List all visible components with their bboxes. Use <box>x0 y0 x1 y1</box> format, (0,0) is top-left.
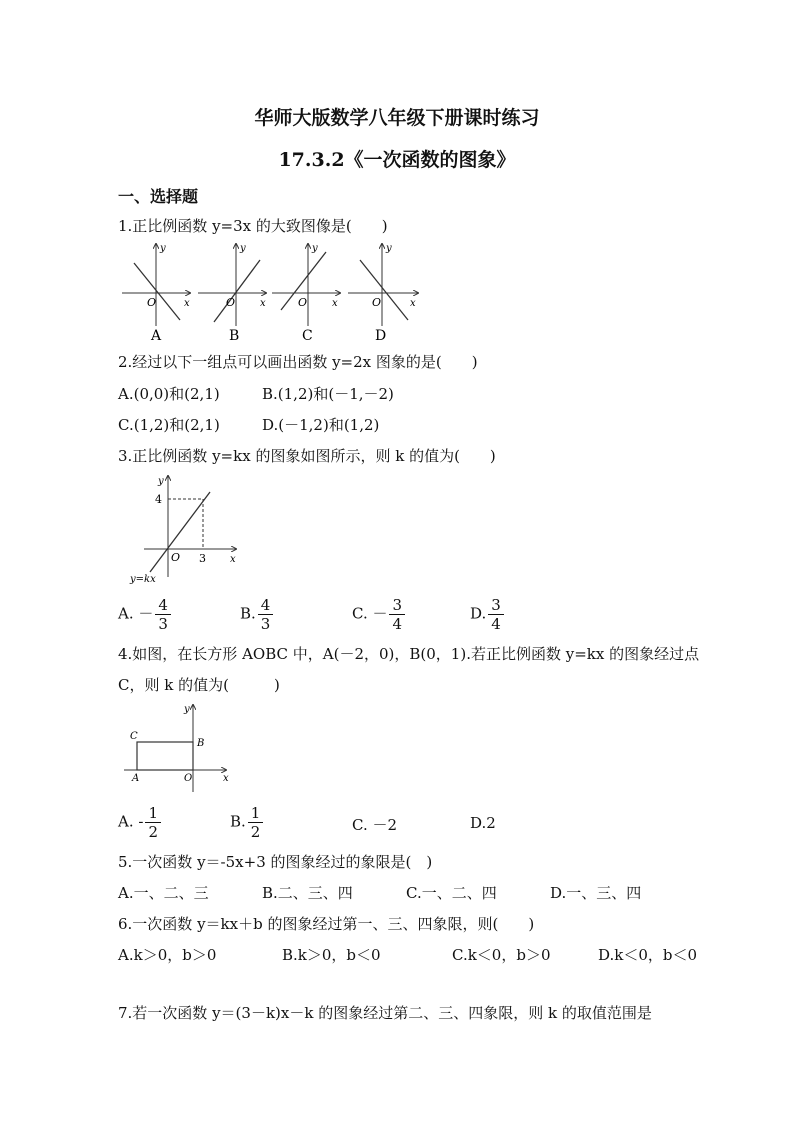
q5-option-b[interactable]: B.二、三、四 <box>262 884 353 902</box>
graph-d <box>348 243 418 344</box>
svg-text:y: y <box>386 243 392 254</box>
svg-text:y: y <box>184 704 190 715</box>
question-2-text: 2.经过以下一组点可以画出函数 y=2x 图象的是( ) <box>118 353 478 371</box>
question-5-text: 5.一次函数 y＝-5x+3 的图象经过的象限是( ) <box>118 853 433 871</box>
svg-text:O: O <box>298 296 308 309</box>
q2-option-b[interactable]: B.(1,2)和(－1,－2) <box>262 385 394 403</box>
svg-text:y: y <box>312 243 318 254</box>
q6-option-b[interactable]: B.k＞0，b＜0 <box>282 946 381 964</box>
graph-a-label: A <box>151 328 162 344</box>
q6-option-a[interactable]: A.k＞0，b＞0 <box>118 946 217 964</box>
svg-text:A: A <box>132 773 140 784</box>
q3-option-b[interactable]: B. $\frac{4}{3}$ <box>240 596 275 633</box>
svg-text:x: x <box>223 773 229 784</box>
graph-b-label: B <box>229 328 240 344</box>
svg-text:O: O <box>372 296 382 309</box>
page-subtitle: 17.3.2《一次函数的图象》 <box>278 149 516 171</box>
svg-text:x: x <box>184 298 190 309</box>
q5-option-a[interactable]: A.一、二、三 <box>118 884 209 902</box>
svg-text:O: O <box>184 773 193 784</box>
graph-c-label: C <box>302 328 313 344</box>
question-4-graph <box>124 702 236 792</box>
question-7-text: 7.若一次函数 y＝(3－k)x－k 的图象经过第二、三、四象限，则 k 的取值范围是 <box>118 1004 652 1022</box>
graph-c <box>272 243 340 344</box>
q3-line-label: y=kx <box>130 574 156 585</box>
svg-text:x: x <box>332 298 338 309</box>
q3-x-tick: 3 <box>199 552 206 565</box>
q4-option-a[interactable]: A. - $\frac{1}{2}$ <box>118 804 163 841</box>
svg-text:O: O <box>171 551 181 564</box>
q2-option-c[interactable]: C.(1,2)和(2,1) <box>118 416 220 434</box>
svg-text:x: x <box>410 298 416 309</box>
q3-option-c[interactable]: C. － $\frac{3}{4}$ <box>352 596 407 633</box>
question-6-text: 6.一次函数 y＝kx＋b 的图象经过第一、三、四象限，则( ) <box>118 915 535 933</box>
q5-option-c[interactable]: C.一、二、四 <box>406 884 497 902</box>
question-1-graphs <box>118 240 428 344</box>
svg-text:B: B <box>197 738 205 749</box>
graph-a <box>122 243 190 344</box>
question-4-text-line-2: C，则 k 的值为( ) <box>118 676 280 694</box>
question-1-text: 1.正比例函数 y=3x 的大致图像是( ) <box>118 217 388 235</box>
svg-text:y: y <box>158 476 164 487</box>
q6-option-d[interactable]: D.k＜0，b＜0 <box>598 946 698 964</box>
q3-y-tick: 4 <box>155 493 162 506</box>
svg-text:y: y <box>240 243 246 254</box>
q4-option-b[interactable]: B. $\frac{1}{2}$ <box>230 804 265 841</box>
svg-text:x: x <box>230 554 236 565</box>
q3-option-a[interactable]: A. － $\frac{4}{3}$ <box>118 596 173 633</box>
svg-text:y: y <box>160 243 166 254</box>
q4-option-d[interactable]: D.2 <box>470 814 496 832</box>
page-title: 华师大版数学八年级下册课时练习 <box>254 107 540 129</box>
graph-d-label: D <box>375 328 387 344</box>
q2-option-a[interactable]: A.(0,0)和(2,1) <box>118 385 220 403</box>
svg-text:O: O <box>226 296 236 309</box>
q2-option-d[interactable]: D.(－1,2)和(1,2) <box>262 416 380 434</box>
q4-option-c[interactable]: C. －2 <box>352 816 398 834</box>
section-heading: 一、选择题 <box>118 187 199 206</box>
svg-text:O: O <box>147 296 157 309</box>
question-3-graph <box>124 472 254 590</box>
q5-option-d[interactable]: D.一、三、四 <box>550 884 642 902</box>
q6-option-c[interactable]: C.k＜0，b＞0 <box>452 946 551 964</box>
question-3-text: 3.正比例函数 y=kx 的图象如图所示，则 k 的值为( ) <box>118 447 496 465</box>
svg-text:x: x <box>260 298 266 309</box>
svg-text:C: C <box>130 731 138 742</box>
question-4-text-line-1: 4.如图，在长方形 AOBC 中，A(－2，0)，B(0，1).若正比例函数 y=kx 的图象经过点 <box>118 645 700 663</box>
q3-option-d[interactable]: D. $\frac{3}{4}$ <box>470 596 506 633</box>
graph-b <box>198 243 266 344</box>
